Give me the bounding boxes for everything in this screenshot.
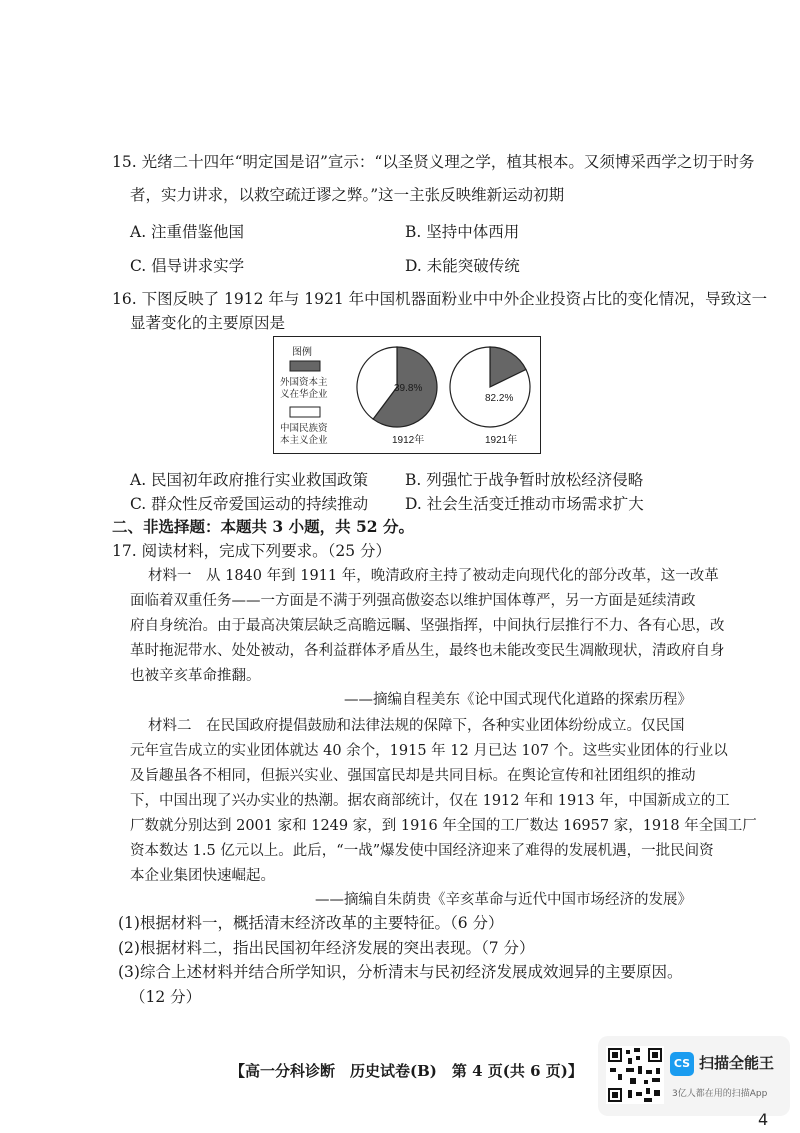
legend-label-domestic-1: 中国民族资 — [280, 423, 328, 434]
page-footer: 【高一分科诊断 历史试卷(B) 第 4 页(共 6 页)】 — [230, 1062, 583, 1080]
pie-year-label: 1912年 — [392, 435, 425, 446]
qr-code-icon — [606, 1046, 664, 1104]
legend-swatch-domestic — [290, 407, 320, 417]
q15-option-a: A. 注重借鉴他国 — [130, 223, 245, 241]
camscanner-logo-icon: CS — [670, 1052, 694, 1076]
q17-material2-line2: 元年宣告成立的实业团体就达 40 余个，1915 年 12 月已达 107 个。这些实业团体的行业以 — [130, 743, 728, 759]
camscanner-slogan: 3亿人都在用的扫描App — [672, 1089, 768, 1099]
q17-material1-line1: 材料一 从 1840 年到 1911 年，晚清政府主持了被动走向现代化的部分改革，这一改革 — [148, 568, 719, 584]
section2-heading: 二、非选择题：本题共 3 小题，共 52 分。 — [112, 517, 414, 536]
q17-sub3-line1: (3)综合上述材料并结合所学知识，分析清末与民初经济发展成效迥异的主要原因。 — [118, 963, 683, 981]
q15-stem-line2: 者，实力讲求，以救空疏迂谬之弊。”这一主张反映维新运动初期 — [130, 186, 565, 204]
q15-stem-line1: 15. 光绪二十四年“明定国是诏”宣示：“以圣贤义理之学，植其根本。又须博采西学之切于时务 — [112, 153, 755, 171]
pie-1921 — [450, 347, 530, 446]
q15-option-d: D. 未能突破传统 — [405, 257, 520, 275]
q17-material2-line1: 材料二 在民国政府提倡鼓励和法律法规的保障下，各种实业团体纷纷成立。仅民国 — [148, 718, 685, 734]
q15-option-b: B. 坚持中体西用 — [405, 223, 520, 241]
q17-material1-line4: 革时拖泥带水、处处被动，各利益群体矛盾丛生，最终也未能改变民生凋敝现状，清政府自身 — [130, 643, 725, 659]
q16-option-b: B. 列强忙于战争暂时放松经济侵略 — [405, 471, 644, 489]
q17-sub1: (1)根据材料一，概括清末经济改革的主要特征。（6 分） — [118, 914, 504, 932]
q16-stem-line1: 16. 下图反映了 1912 年与 1921 年中国机器面粉业中中外企业投资占比的变化情况，导致这一 — [112, 290, 768, 308]
camscanner-app-name: 扫描全能王 — [699, 1054, 775, 1072]
q17-material2-line7: 本企业集团快速崛起。 — [130, 868, 275, 884]
q17-material2-line3: 及旨趣虽各不相同，但振兴实业、强国富民却是共同目标。在舆论宣传和社团组织的推动 — [130, 768, 696, 784]
q15-option-c: C. 倡导讲求实学 — [130, 257, 245, 275]
pie-year-label: 1921年 — [485, 435, 518, 446]
q17-material1-line2: 面临着双重任务——一方面是不满于列强高傲姿态以维护国体尊严，另一方面是延续清政 — [130, 593, 696, 609]
q16-option-c: C. 群众性反帝爱国运动的持续推动 — [130, 495, 369, 513]
page-number: 4 — [758, 1110, 769, 1129]
q17-sub3-line2: （12 分） — [130, 988, 202, 1006]
legend-title: 图例 — [292, 347, 312, 358]
pie-data-label: 82.2% — [485, 393, 514, 404]
q16-stem-line2: 显著变化的主要原因是 — [130, 314, 286, 332]
q17-stem: 17. 阅读材料，完成下列要求。（25 分） — [112, 542, 391, 560]
legend-label-domestic-2: 本主义企业 — [280, 435, 328, 446]
q17-material2-line5: 厂数就分别达到 2001 家和 1249 家，到 1916 年全国的工厂数达 16957 家，1918 年全国工厂 — [130, 818, 757, 834]
q17-material2-line6: 资本数达 1.5 亿元以上。此后，“一战”爆发使中国经济迎来了难得的发展机遇，一批民间资 — [130, 843, 714, 859]
pie-1912 — [357, 347, 437, 446]
legend-label-foreign-1: 外国资本主 — [280, 377, 328, 388]
q16-option-a: A. 民国初年政府推行实业救国政策 — [130, 471, 369, 489]
q16-option-d: D. 社会生活变迁推动市场需求扩大 — [405, 495, 644, 513]
pie-chart-figure — [273, 336, 541, 454]
scanner-watermark — [598, 1036, 790, 1116]
q17-material1-line5: 也被辛亥革命推翻。 — [130, 668, 261, 684]
q17-material1-source: ——摘编自程美东《论中国式现代化道路的探索历程》 — [344, 692, 692, 708]
q17-material2-source: ——摘编自朱荫贵《辛亥革命与近代中国市场经济的发展》 — [315, 892, 692, 908]
legend-swatch-foreign — [290, 361, 320, 371]
q17-sub2: (2)根据材料二，指出民国初年经济发展的突出表现。（7 分） — [118, 939, 535, 957]
q17-material2-line4: 下，中国出现了兴办实业的热潮。据农商部统计，仅在 1912 年和 1913 年，中国新成立的工 — [130, 793, 730, 809]
legend-label-foreign-2: 义在华企业 — [280, 389, 328, 400]
q17-material1-line3: 府自身统治。由于最高决策层缺乏高瞻远瞩、坚强指挥，中间执行层推行不力、各有心思，改 — [130, 618, 725, 634]
pie-chart-svg — [274, 337, 539, 452]
pie-data-label: 39.8% — [394, 383, 423, 394]
